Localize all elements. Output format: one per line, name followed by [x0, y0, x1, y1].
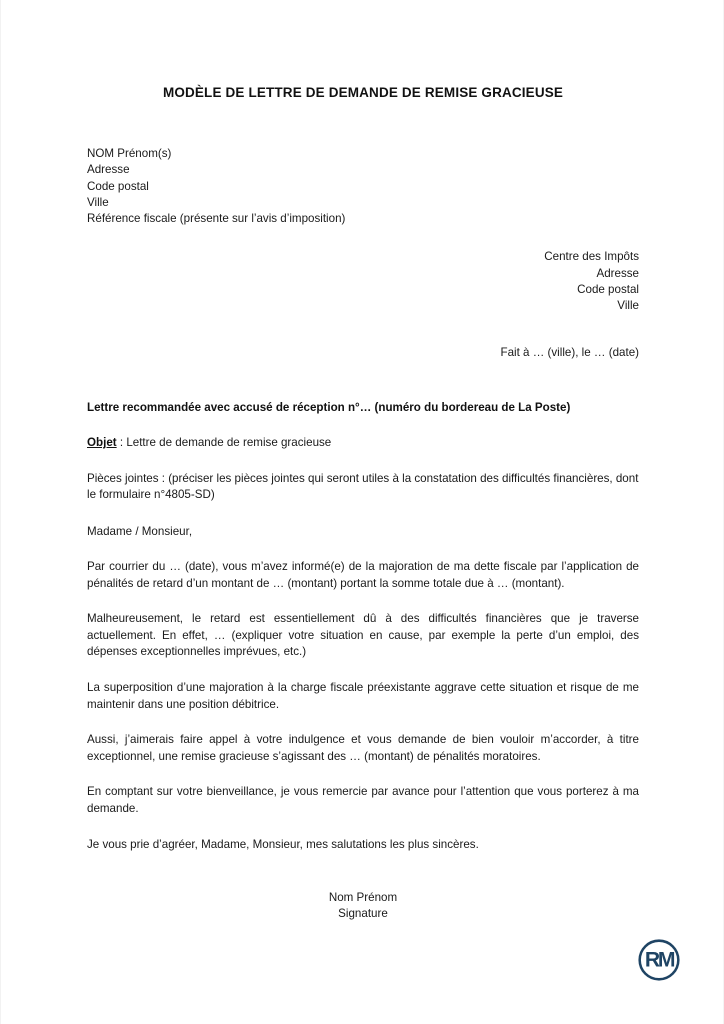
subject-separator: : — [116, 436, 127, 450]
body-paragraph: Par courrier du … (date), vous m’avez informé(e) de la majoration de ma dette fiscale par l’application de pénalités de retard d’un montant de … (montant) portant la somme totale due à … (montant). — [87, 560, 639, 590]
registered-mail-line: Lettre recommandée avec accusé de réception n°… (numéro du bordereau de La Poste) — [87, 400, 571, 414]
body-paragraph: Malheureusement, le retard est essentiellement dû à des difficultés financières que je traverse actuellement. En effet, … (expliquer votre situation en cause, par exemple la perte d’un emploi, des dépenses exceptionnelles imprévues, etc.) — [87, 612, 639, 659]
sender-line: Code postal — [87, 179, 149, 193]
document-content — [87, 0, 639, 923]
closing-paragraph: Je vous prie d’agréer, Madame, Monsieur, mes salutations les plus sincères. — [87, 837, 479, 851]
recipient-line: Adresse — [596, 266, 639, 280]
recipient-line: Code postal — [577, 283, 639, 297]
svg-text:RM: RM — [644, 948, 674, 972]
sender-address-block — [87, 146, 639, 227]
subject-value: Lettre de demande de remise gracieuse — [126, 436, 332, 450]
sender-line: Ville — [87, 195, 109, 209]
subject-line — [87, 435, 639, 451]
signature-block — [87, 890, 639, 923]
body-paragraph: La superposition d’une majoration à la charge fiscale préexistante aggrave cette situation et risque de me maintenir dans une position débitrice. — [87, 681, 639, 711]
sender-line: Référence fiscale (présente sur l’avis d’imposition) — [87, 212, 346, 226]
recipient-address-block — [87, 249, 639, 314]
recipient-line: Ville — [617, 299, 639, 313]
salutation: Madame / Monsieur, — [87, 524, 193, 538]
body-paragraph: Aussi, j’aimerais faire appel à votre indulgence et vous demande de bien vouloir m’accorder, à titre exceptionnel, une remise gracieuse s’agissant des … (montant) de pénalités moratoires. — [87, 733, 639, 763]
attachments-paragraph: Pièces jointes : (préciser les pièces jointes qui seront utiles à la constatation des difficultés financières, dont le formulaire n°4805-SD) — [87, 471, 639, 502]
signature-name: Nom Prénom — [328, 891, 398, 905]
subject-label: Objet — [87, 436, 117, 450]
date-location-line: Fait à … (ville), le … (date) — [500, 345, 639, 359]
body-paragraph: En comptant sur votre bienveillance, je vous remercie par avance pour l’attention que vous porterez à ma demande. — [87, 785, 639, 815]
sender-line: NOM Prénom(s) — [87, 147, 172, 160]
sender-line: Adresse — [87, 163, 130, 177]
rm-logo-icon — [636, 937, 682, 983]
recipient-line: Centre des Impôts — [544, 250, 639, 264]
page-title: MODÈLE DE LETTRE DE DEMANDE DE REMISE GRACIEUSE — [162, 85, 564, 100]
signature-label: Signature — [338, 907, 388, 921]
